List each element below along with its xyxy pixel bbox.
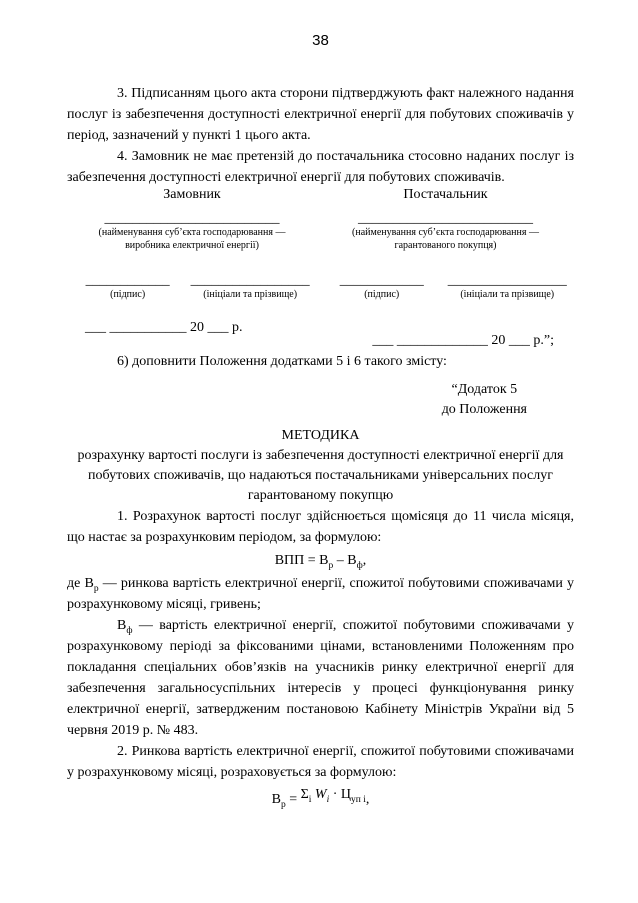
- supplier-initials-cell: [440, 273, 574, 301]
- page-number: 38: [312, 32, 329, 49]
- methodology-paragraph-2: 2. Ринкова вартість електричної енергії, спожитої побутовими споживачами у розрахунковому місяці, розраховується за формулою:: [67, 744, 574, 780]
- signature-dates-row: [67, 317, 574, 351]
- signature-lines-row: [67, 273, 574, 301]
- customer-name-caption-1: (найменування суб’єкта господарювання —: [98, 227, 286, 238]
- customer-initials-caption: (ініціали та прізвище): [203, 289, 298, 300]
- formula-vr-sum-part: $\Sigma_і$ $W_і \cdot Ц_{уп і}$: [300, 787, 366, 805]
- w-variable: W: [314, 787, 327, 802]
- supplier-name-line: _________________________: [358, 211, 533, 226]
- supplier-initials-line: _________________: [447, 273, 567, 288]
- formula-vpp-sub-f: ф: [356, 560, 363, 571]
- supplier-date-line: ___ _____________ 20 ___ р.”;: [372, 333, 554, 348]
- definition-vf: $В_ф$ — вартість електричної енергії, спожитої побутовими споживачами у розрахунковому періоді за фіксованими цінами, встановленими Положенням про покладання спеціальних обов’язків на учасників ринку електричної енергії для забезпечення загальносуспільних інтересів у процесі функціонування ринку електричної енергії, затвердженим постановою Кабінету Міністрів України від 5 червня 2019 р. № 483.: [67, 618, 574, 738]
- methodology-heading: [67, 425, 574, 506]
- customer-sign-cell: [77, 273, 178, 301]
- supplier-name-caption-1: (найменування суб’єкта господарювання —: [352, 227, 539, 238]
- price-variable: Ц: [340, 787, 352, 802]
- formula-vr: $В_р = \Sigma_і$ $W_і \cdot Ц_{уп і}$,: [271, 787, 370, 810]
- sigma-symbol: Σ: [300, 787, 309, 802]
- vr-subscript: р: [93, 583, 99, 594]
- formula-vr-sub-r: р: [280, 799, 286, 810]
- multiplication-dot: ·: [329, 787, 341, 802]
- annex-reference: [442, 380, 527, 420]
- formula-vpp-comma: ,: [362, 553, 367, 568]
- supplier-initials-caption: (ініціали та прізвище): [460, 289, 555, 300]
- formula-vpp-lhs: ВПП = В: [274, 553, 329, 568]
- formula-vpp-mid: – В: [333, 553, 357, 568]
- formula-vpp: [67, 550, 574, 571]
- customer-initials-cell: [190, 273, 310, 301]
- supplier-name-caption-2: гарантованого покупця): [394, 240, 497, 251]
- methodology-paragraph-1: 1. Розрахунок вартості послуг здійснюється щомісяця до 11 числа місяця, що настає за розрахунковим періодом, за формулою:: [67, 509, 574, 545]
- customer-sign-caption: (підпис): [110, 289, 146, 300]
- definition-vr: де $В_р$ — ринкова вартість електричної енергії, спожитої побутовими споживачами у розрахунковому місяці, гривень;: [67, 576, 574, 612]
- formula-vpp-sub-r: р: [328, 560, 334, 571]
- customer-initials-line: _________________: [190, 273, 310, 288]
- customer-date-line: ___ ___________ 20 ___ р.: [85, 320, 243, 335]
- formula-vr-comma: ,: [365, 792, 370, 807]
- customer-name-block: [67, 211, 317, 252]
- vf-subscript: ф: [126, 625, 133, 636]
- customer-name-line: _________________________: [104, 211, 280, 226]
- annex-line-2: до Положення: [441, 402, 527, 417]
- customer-title: Замовник: [163, 187, 221, 202]
- signature-titles-row: [67, 184, 574, 205]
- methodology-subtitle: розрахунку вартості послуги із забезпечення доступності електричної енергії для побутових споживачів, що надаються постачальниками універсальних послуг гарантованому покупцю: [77, 448, 564, 503]
- annex-reference-wrap: [67, 380, 527, 420]
- supplier-name-block: [317, 211, 574, 252]
- supplier-title: Постачальник: [403, 187, 488, 202]
- signature-names-row: [67, 211, 574, 252]
- paragraph-4: 4. Замовник не має претензій до постачальника стосовно наданих послуг із забезпечення доступності електричної енергії для побутових споживачів.: [67, 149, 574, 185]
- supplier-sign-caption: (підпис): [364, 289, 400, 300]
- supplier-sign-cell: [338, 273, 425, 301]
- annex-line-1: “Додаток 5: [451, 382, 518, 397]
- customer-sign-line: ____________: [85, 273, 170, 288]
- customer-name-caption-2: виробника електричної енергії): [125, 240, 259, 251]
- paragraph-3: 3. Підписанням цього акта сторони підтверджують факт належного надання послуг із забезпечення доступності електричної енергії для побутових споживачів у період, зазначений у пункті 1 цього акта.: [67, 86, 574, 143]
- methodology-title: МЕТОДИКА: [281, 428, 360, 443]
- supplier-sign-line: ____________: [339, 273, 424, 288]
- amendment-item-6: 6) доповнити Положення додатками 5 і 6 такого змісту:: [117, 354, 447, 369]
